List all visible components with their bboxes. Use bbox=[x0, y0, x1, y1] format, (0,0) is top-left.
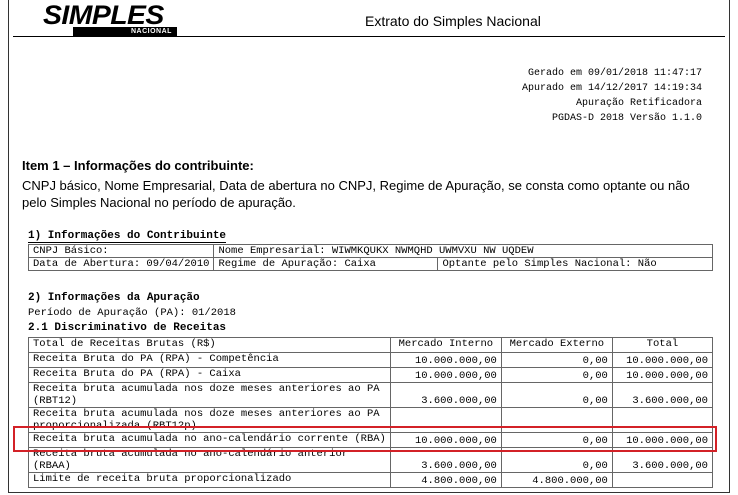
system-version: PGDAS-D 2018 Versão 1.1.0 bbox=[551, 113, 702, 124]
total-value bbox=[612, 408, 712, 433]
mercado-externo-value: 0,00 bbox=[501, 383, 612, 408]
mercado-interno-value: 10.000.000,00 bbox=[390, 368, 501, 383]
total-value: 3.600.000,00 bbox=[612, 448, 712, 473]
total-value bbox=[612, 473, 712, 488]
document-frame bbox=[8, 0, 730, 493]
optante-cell: Optante pelo Simples Nacional: Não bbox=[438, 258, 713, 271]
mercado-externo-value: 0,00 bbox=[501, 353, 612, 368]
table-row bbox=[29, 383, 713, 408]
col-header-total: Total bbox=[612, 338, 712, 353]
table-row bbox=[29, 368, 713, 383]
row-label: Receita bruta acumulada no ano-calendário anterior (RBAA) bbox=[29, 448, 391, 473]
receitas-header-row bbox=[29, 338, 713, 353]
periodo-apuracao: Período de Apuração (PA): 01/2018 bbox=[28, 307, 236, 319]
table-row bbox=[29, 408, 713, 433]
page-title: Extrato do Simples Nacional bbox=[365, 13, 541, 29]
row-label: Receita Bruta do PA (RPA) - Caixa bbox=[29, 368, 391, 383]
nome-empresarial-cell: Nome Empresarial: WIWMKQUKX NWMQHD UWMVXU NW UQDEW bbox=[214, 245, 713, 258]
mercado-externo-value: 4.800.000,00 bbox=[501, 473, 612, 488]
item1-line1: CNPJ básico, Nome Empresarial, Data de abertura no CNPJ, Regime de Apuração, se consta como optante ou não bbox=[22, 178, 690, 193]
table-row bbox=[29, 448, 713, 473]
mercado-externo-value: 0,00 bbox=[501, 368, 612, 383]
mercado-interno-value: 10.000.000,00 bbox=[390, 433, 501, 448]
row-label: Receita bruta acumulada no ano-calendário corrente (RBA) bbox=[29, 433, 391, 448]
col-header-mercado-externo: Mercado Externo bbox=[501, 338, 612, 353]
cnpj-cell: CNPJ Básico: bbox=[29, 245, 214, 258]
total-value: 10.000.000,00 bbox=[612, 433, 712, 448]
table-row bbox=[29, 433, 713, 448]
contribuinte-table bbox=[28, 244, 713, 271]
simples-nacional-logo bbox=[43, 0, 183, 35]
header-divider bbox=[13, 36, 725, 37]
total-value: 10.000.000,00 bbox=[612, 368, 712, 383]
section1-title: 1) Informações do Contribuinte bbox=[28, 230, 227, 242]
mercado-interno-value: 4.800.000,00 bbox=[390, 473, 501, 488]
mercado-interno-value bbox=[390, 408, 501, 433]
total-value: 10.000.000,00 bbox=[612, 353, 712, 368]
section2-title: 2) Informações da Apuração bbox=[28, 292, 200, 304]
col-header-mercado-interno: Mercado Interno bbox=[390, 338, 501, 353]
receitas-table bbox=[28, 337, 713, 488]
calculated-at: Apurado em 14/12/2017 14:19:34 bbox=[521, 83, 702, 94]
regime-cell: Regime de Apuração: Caixa bbox=[214, 258, 438, 271]
row-label: Receita Bruta do PA (RPA) - Competência bbox=[29, 353, 391, 368]
item1-title: Item 1 – Informações do contribuinte: bbox=[22, 158, 254, 173]
row-label: Receita bruta acumulada nos doze meses anteriores ao PA (RBT12) bbox=[29, 383, 391, 408]
table-row bbox=[29, 473, 713, 488]
logo-main-text: SIMPLES bbox=[43, 0, 164, 30]
section2-1-title: 2.1 Discriminativo de Receitas bbox=[28, 322, 227, 334]
row-label: Limite de receita bruta proporcionalizado bbox=[29, 473, 391, 488]
report-meta bbox=[522, 66, 702, 126]
calculation-type: Apuração Retificadora bbox=[575, 98, 702, 109]
item1-description bbox=[22, 177, 730, 211]
mercado-externo-value: 0,00 bbox=[501, 433, 612, 448]
mercado-externo-value: 0,00 bbox=[501, 448, 612, 473]
logo-sub-text: NACIONAL bbox=[131, 28, 172, 35]
mercado-interno-value: 3.600.000,00 bbox=[390, 448, 501, 473]
table-row bbox=[29, 353, 713, 368]
row-label: Receita bruta acumulada nos doze meses anteriores ao PA proporcionalizada (RBT12p) bbox=[29, 408, 391, 433]
abertura-cell: Data de Abertura: 09/04/2010 bbox=[29, 258, 214, 271]
item1-line2: pelo Simples Nacional no período de apuração. bbox=[22, 195, 296, 210]
mercado-externo-value bbox=[501, 408, 612, 433]
generated-at: Gerado em 09/01/2018 11:47:17 bbox=[527, 68, 702, 79]
mercado-interno-value: 3.600.000,00 bbox=[390, 383, 501, 408]
col-header-total-receitas: Total de Receitas Brutas (R$) bbox=[29, 338, 391, 353]
total-value: 3.600.000,00 bbox=[612, 383, 712, 408]
mercado-interno-value: 10.000.000,00 bbox=[390, 353, 501, 368]
